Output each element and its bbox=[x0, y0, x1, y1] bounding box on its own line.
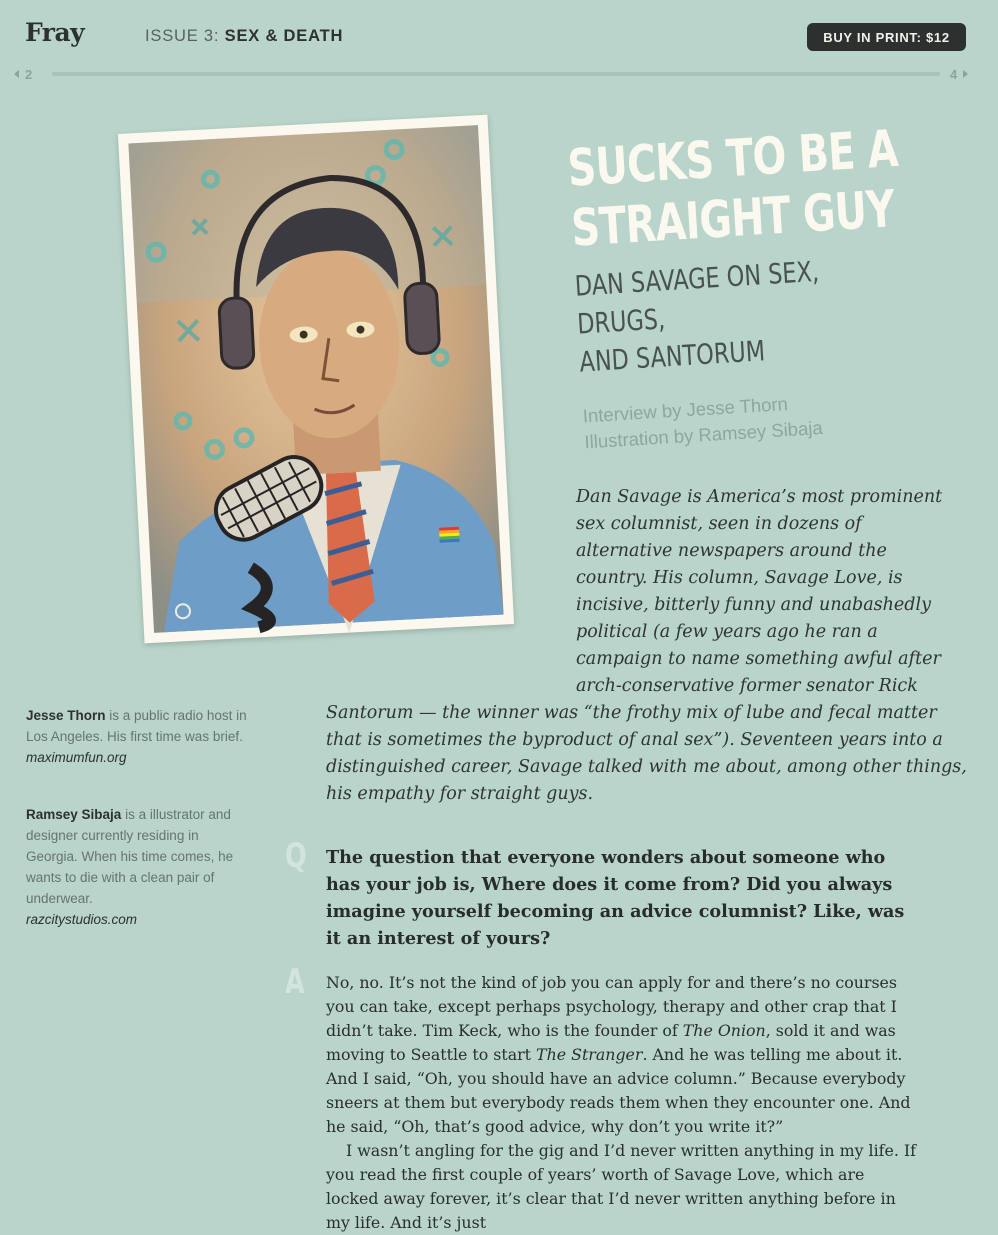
intro-line: political (a few years ago he ran a bbox=[576, 622, 878, 642]
previous-page-number: 2 bbox=[25, 66, 33, 82]
bio-name: Ramsey Sibaja bbox=[26, 807, 122, 822]
intro-line: country. His column, Savage Love, is bbox=[576, 568, 903, 588]
page-progress-track[interactable] bbox=[52, 72, 940, 76]
title-line-2: STRAIGHT GUY bbox=[569, 180, 896, 259]
intro-line: Dan Savage is America’s most prominent bbox=[576, 487, 943, 507]
bio-text: is a illustrator and designer currently residing in Georgia. When his time comes, he wants to die with a clean pair of underwear. bbox=[26, 807, 234, 906]
title-line-1: SUCKS TO BE A bbox=[566, 119, 900, 199]
issue-name: SEX & DEATH bbox=[224, 27, 344, 45]
intro-line: distinguished career, Savage talked with me about, among other things, bbox=[326, 757, 967, 777]
publication-title: The Onion bbox=[682, 1021, 766, 1040]
bio-website-link[interactable]: razcitystudios.com bbox=[26, 912, 138, 927]
bio-text: is a public radio host in Los Angeles. His first time was brief. bbox=[26, 708, 247, 744]
answer-text: . And he was telling me about it. And I said, “Oh, you should have an advice column.” Because everybody sneers at them but everybody reads them when they encounter one. And he said, “Oh, that’s good advice, why don’t you write it?” bbox=[326, 1045, 911, 1136]
question-marker: Q bbox=[285, 836, 307, 876]
article-title-block bbox=[566, 118, 945, 455]
buy-in-print-button[interactable]: BUY IN PRINT: $12 bbox=[807, 23, 966, 51]
intro-line: sex columnist, seen in dozens of bbox=[576, 514, 862, 534]
intro-line: incisive, bitterly funny and unabashedly bbox=[576, 595, 931, 615]
next-page-link[interactable] bbox=[950, 65, 968, 83]
answer-paragraph bbox=[326, 971, 916, 1139]
subtitle-line-2: AND SANTORUM bbox=[578, 334, 767, 379]
intro-line: campaign to name something awful after bbox=[576, 649, 941, 669]
bio-name: Jesse Thorn bbox=[26, 708, 106, 723]
article-title bbox=[566, 119, 916, 260]
intro-line: alternative newspapers around the bbox=[576, 541, 887, 561]
issue-title[interactable] bbox=[145, 27, 343, 46]
issue-label: ISSUE 3: bbox=[145, 27, 220, 45]
previous-page-link[interactable] bbox=[14, 65, 32, 83]
answer-text: , sold it and was moving to Seattle to start bbox=[326, 1021, 896, 1064]
bio-website-link[interactable]: maximumfun.org bbox=[26, 750, 127, 765]
illustrator-bio bbox=[26, 804, 251, 930]
answer-text: No, no. It’s not the kind of job you can apply for and there’s no courses you can take, except perhaps psychology, therapy and other crap that I didn’t take. Tim Keck, who is the founder of bbox=[326, 973, 898, 1040]
article-subtitle bbox=[574, 247, 916, 381]
article-credits bbox=[582, 382, 945, 456]
answer-marker: A bbox=[285, 962, 305, 1002]
portrait-illustration bbox=[118, 115, 514, 644]
author-bio bbox=[26, 705, 251, 768]
intro-line: Santorum — the winner was “the frothy mix of lube and fecal matter bbox=[326, 703, 937, 723]
interview-answer bbox=[326, 971, 916, 1235]
answer-paragraph: I wasn’t angling for the gig and I’d never written anything in my life. If you read the first couple of years’ worth of Savage Love, which are locked away forever, it’s clear that I’d never written anything before in my life. And it’s just bbox=[326, 1141, 916, 1232]
intro-line: arch-conservative former senator Rick bbox=[576, 676, 918, 696]
publication-title: The Stranger bbox=[536, 1045, 643, 1064]
illustration-credit: Illustration by Ramsey Sibaja bbox=[583, 416, 824, 453]
chevron-right-icon bbox=[963, 70, 968, 78]
chevron-left-icon bbox=[14, 70, 19, 78]
intro-line: that is sometimes the byproduct of anal sex”). Seventeen years into a bbox=[326, 730, 943, 750]
subtitle-line-1: DAN SAVAGE ON SEX, DRUGS, bbox=[573, 254, 820, 341]
interview-credit: Interview by Jesse Thorn bbox=[582, 392, 789, 427]
site-logo[interactable]: Fray bbox=[25, 18, 85, 47]
next-page-number: 4 bbox=[950, 66, 958, 82]
intro-line: his empathy for straight guys. bbox=[326, 784, 594, 804]
interview-question: The question that everyone wonders about someone who has your job is, Where does it come from? Did you always imagine yourself becoming an advice columnist? Like, was it an interest of yours? bbox=[326, 847, 905, 949]
